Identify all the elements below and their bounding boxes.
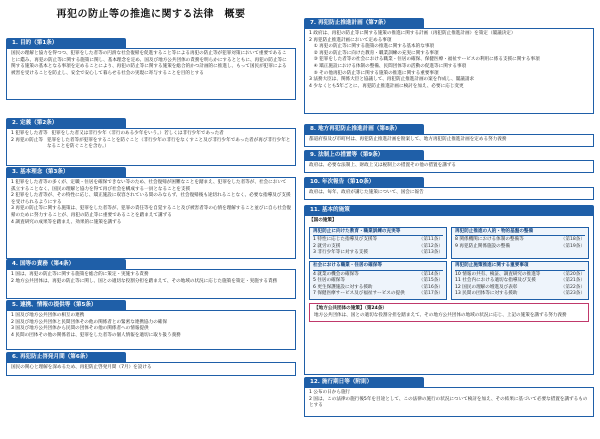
section-header: 5. 連携、情報の提供等（第5条） [6,300,126,310]
definition-text: 犯罪をした者又は非行少年（非行のある少年をいう。）若しくは非行少年であった者 [51,131,224,136]
section-body [6,269,296,299]
section-header: 10. 年次報告（第10条） [304,177,424,187]
list-item: ② 再犯の防止等に向けた教育・職業訓練の充実に関する事項 [309,50,439,56]
list-item: 4 民間の団体その他の関係者は、犯罪をした者等の個人情報を適切に取り扱う義務 [11,332,181,338]
left-column [6,0,296,370]
policy-grid-top [309,225,589,259]
policy-box-employment-housing [309,261,447,300]
policy-item [313,237,443,244]
section-enforcement [304,377,594,417]
list-item: 1 公布の日から施行 [309,390,351,395]
policy-item-ref: （第14条） [418,271,443,277]
section-body: 国民の理解と協力を得つつ、犯罪をした者等の円滑な社会復帰を促進すること等による再犯の防止等が犯罪対策において重要であることに鑑み、再犯の防止等に関する施策に関し、基本理念を定め、国及び地方公共団体の責務を明らかにするとともに、再犯の防止等に関する施策の基本となる事項を定めることにより、再犯の防止等に関する施策を総合的かつ計画的に推進し、もって国民が犯罪による被害を受けることを防止し、安全で安心して暮らせる社会の実現に寄与することを目的とする [6,48,296,100]
section-awareness-month [6,352,296,376]
policy-box-infrastructure [451,227,589,259]
local-policies-box [309,303,589,322]
policy-item [455,291,585,298]
policy-item-ref: （第12条） [418,243,443,249]
policy-item-ref: （第17条） [418,291,443,297]
list-item: 3 再犯の防止等に関する施策は、犯罪をした者等が、犯罪の責任等を自覚すること及び被害者等の心情を理解すること並びに自ら社会復帰のために努力することが、再犯の防止等に重要であることを踏まえて講ずる [11,206,292,218]
list-item: 4 調査研究の成果等を踏まえ、効果的に施策を講ずる [11,219,122,225]
policy-item [313,250,443,257]
section-header: 8. 地方再犯防止推進計画（第8条） [304,124,424,134]
list-item: 1 犯罪をした者等の多くが、定職・住居を確保できない等のため、社会復帰が困難なことを踏まえ、犯罪をした者等が、社会において孤立することなく、国民の理解と協力を得て再び社会を構成する一員となることを支援 [11,180,287,192]
list-item: 2 犯罪をした者等が、その特性に応じ、矯正施設に収容されている間のみならず、社会復帰後も途切れることなく、必要な指導及び支援を受けられるようにする [11,193,291,205]
list-item: 1 政府は、再犯の防止等に関する施策の推進に関する計画（再犯防止推進計画）を策定（閣議決定） [309,31,516,36]
policy-item-text: 3 非行少年等に対する支援 [313,250,368,256]
policy-item-text: 7 保健医療サービス及び福祉サービスの提供 [313,291,405,297]
policy-box-title: 再犯防止施策推進に関する重要事項 [455,263,585,271]
policy-box-key-matters [451,261,589,300]
definition-term: 1 犯罪をした者等 [11,131,48,136]
list-item: 3 国及び地方公共団体から民間の団体その他の関係者への情報提供 [11,326,149,332]
policy-item [313,278,443,285]
policy-item-text: 5 住居の確保等 [313,278,345,284]
list-item: ⑤ その他再犯の防止等に関する施策の推進に関する重要事項 [309,70,439,76]
policy-item-text: 13 民間の団体等に対する援助 [455,291,518,297]
local-policies-label: 【地方公共団体の施策】（第24条） [314,305,388,311]
section-basic-policies [304,205,594,375]
list-item: ③ 犯罪をした者等の社会における職業・住居の確保、保健医療・福祉サービスの利用に係る支援に関する事項 [309,57,540,63]
policy-item-ref: （第19条） [560,243,585,249]
section-cooperation [6,300,296,350]
policy-item-text: 12 国民の理解の増進及び表彰 [455,284,518,290]
section-body: 都道府県及び市町村は、再犯防止推進計画を勘案して、地方再犯防止推進計画を定める努力義務 [304,134,594,147]
section-body: 政府は、必要な法制上、財政上又は税制上の措置その他の措置を講ずる [304,160,594,173]
policy-box-title: 再犯防止推進の人的・物的基盤の整備 [455,229,585,237]
section-body [6,310,296,350]
section-body [304,28,594,114]
definition-row [11,131,291,138]
policy-item [313,291,443,298]
list-item: 3 法務大臣は、関係大臣と協議して、再犯防止推進計画の案を作成し、閣議請求 [309,77,475,83]
policy-item-ref: （第20条） [560,271,585,277]
policy-grid-bottom [309,259,589,300]
section-body [304,215,594,375]
local-policies-text: 地方公共団体は、国との適切な役割分担を踏まえて、その地方公共団体の地域の状況に応じ、上記の施策を講ずる努力義務 [314,312,567,318]
section-header: 9. 法制上の措置等（第9条） [304,150,424,160]
national-policies-label: 【国の施策】 [309,218,337,223]
policy-item-text: 4 就業の機会の確保等 [313,271,359,277]
policy-item [455,278,585,285]
list-item: 1 国及び地方公共団体の相互の連携 [11,313,85,318]
policy-item-ref: （第15条） [418,278,443,284]
policy-item-ref: （第13条） [418,250,443,256]
policy-item [455,237,585,244]
policy-box-title: 社会における職業・住居の確保等 [313,263,443,271]
section-header: 7. 再犯防止推進計画（第7条） [304,18,424,28]
section-header: 6. 再犯防止啓発月間（第6条） [6,352,126,362]
section-body [6,128,296,166]
section-header: 4. 国等の責務（第4条） [6,259,126,269]
list-item: 4 少なくとも5年ごとに、再犯防止推進計画に検討を加え、必要に応じ変更 [309,83,464,89]
policy-item-text: 8 関係機関における体制の整備等 [455,237,524,243]
section-header: 2. 定義（第2条） [6,118,126,128]
policy-item-ref: （第16条） [418,284,443,290]
section-header: 11. 基本的施策 [304,205,594,215]
section-responsibilities [6,259,296,299]
policy-item-text: 6 更生保護施設に対する援助 [313,284,373,290]
page-title: 再犯の防止等の推進に関する法律 概要 [56,9,246,20]
list-item: 2 国及び地方公共団体と民間団体その他の関係者との緊密な連携協力の確保 [11,319,167,325]
section-header: 3. 基本理念（第3条） [6,167,126,177]
policy-item-text: 10 情報の共有、検証、調査研究の推進等 [455,271,541,277]
definition-row [11,138,291,151]
section-header: 1. 目的（第1条） [6,38,126,48]
policy-item-ref: （第21条） [560,278,585,284]
section-body: 政府は、毎年、政府が講じた施策について、国会に報告 [304,187,594,200]
policy-item-text: 1 特性に応じた指導及び支援等 [313,237,378,243]
list-item: ① 再犯の防止等に関する施策の推進に関する基本的な事項 [309,44,435,50]
section-header: 12. 施行期日等（附則） [304,377,424,387]
policy-item-text: 9 再犯防止関係施設の整備 [455,243,510,249]
list-item: 2 国は、この法律の施行後5年を目途として、この法律の施行の状況について検討を加え、その結果に基づいて必要な措置を講ずるものとする [309,396,588,409]
list-item: 2 地方公共団体は、再犯の防止等に関し、国との適切な役割分担を踏まえて、その地域の状況に応じた施策を策定・実施する責務 [11,278,278,284]
section-national-plan [304,18,594,114]
policy-item-ref: （第11条） [418,237,443,243]
section-local-plan [304,124,594,147]
section-basic-principles [6,167,296,259]
definition-term: 2 再犯の防止等 [11,137,43,143]
definition-text: 犯罪をした者等が犯罪をすることを防ぐこと（非行少年の非行をなくすこと及び非行少年であった者が再び非行少年となることを防ぐことを含む。） [46,137,291,150]
section-purpose [6,38,296,100]
list-item: ④ 矯正施設における体制の整備、民間団体等の活動の促進等に関する事項 [309,63,467,69]
section-body [304,387,594,417]
section-body: 国民の関心と理解を深めるため、再犯防止啓発月間（7月）を設ける [6,362,296,376]
policy-box-title: 再犯防止に向けた教育・職業訓練の充実等 [313,229,443,237]
policy-item-text: 2 就労の支援 [313,243,341,249]
policy-box-education [309,227,447,259]
section-body [6,177,296,259]
section-definitions [6,118,296,166]
policy-item-ref: （第18条） [560,237,585,243]
policy-item-ref: （第23条） [560,291,585,297]
section-annual-report [304,177,594,200]
section-legal-measures [304,150,594,173]
policy-item [455,244,585,251]
list-item: 1 国は、再犯の防止等に関する施策を総合的に策定・実施する責務 [11,272,149,277]
policy-item-text: 11 社会内における適切な指導及び支援 [455,278,536,284]
list-item: 2 再犯防止推進計画において定める事項 [309,37,392,43]
policy-item-ref: （第22条） [560,284,585,290]
